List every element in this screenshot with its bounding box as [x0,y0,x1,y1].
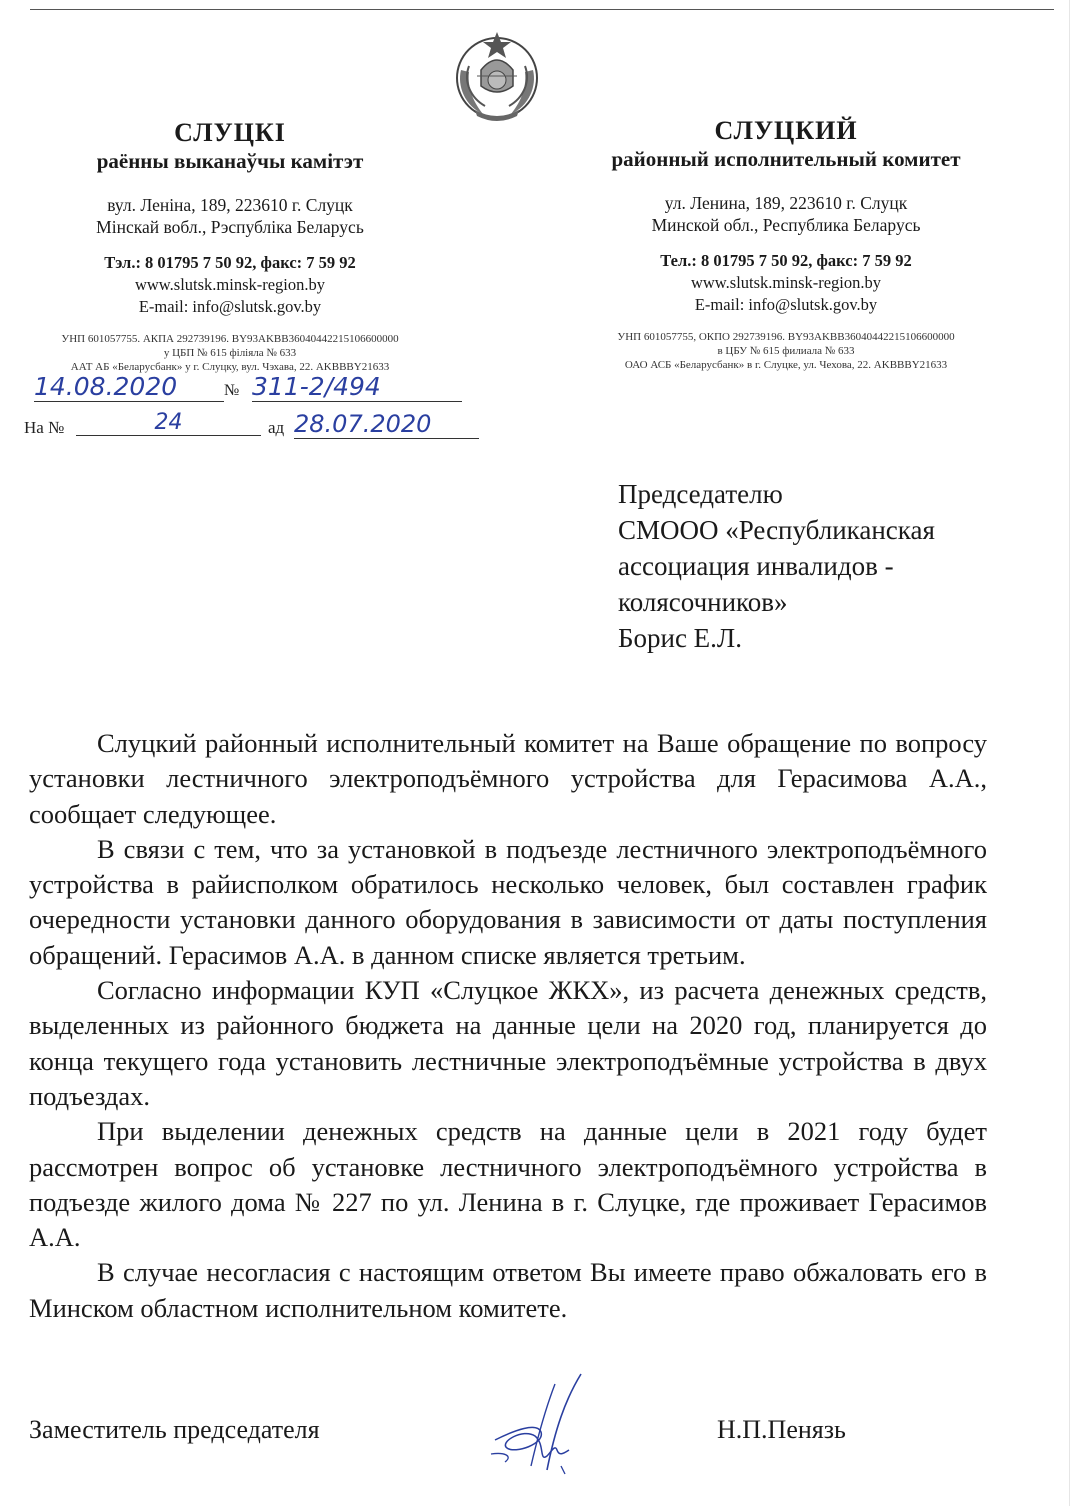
phone-fax: Тэл.: 8 01795 7 50 92, факс: 7 59 92 [104,253,356,272]
address-line: Минской обл., Республика Беларусь [651,215,921,235]
body-paragraph: Согласно информации КУП «Слуцкое ЖКХ», из расчета денежных средств, выделенных из районного бюджета на данные цели на 2020 год, планируется до конца текущего года установить лестничные электроподъёмные устройства в двух подъездах. [29,975,987,1111]
address-line: Мінскай вобл., Рэспубліка Беларусь [96,217,364,237]
reply-date: 28.07.2020 [294,410,479,439]
org-name-ru: СЛУЦКИЙ [714,116,858,145]
reply-number: 24 [76,410,261,436]
registration-line [24,370,474,404]
addressee-block [618,476,1018,656]
bank-line: у ЦБП № 615 філіяла № 633 [163,347,297,359]
bank-line: ОАО АСБ «Беларусбанк» в г. Слуцке, ул. Чехова, 22. AKBBBY21633 [624,359,948,371]
outgoing-number: 311-2/494 [252,372,462,402]
website: www.slutsk.minsk-region.by [134,275,326,294]
contacts-by [20,252,440,318]
website: www.slutsk.minsk-region.by [690,273,882,292]
bank-details-ru [566,330,1006,372]
body-paragraph: При выделении денежных средств на данные цели в 2021 году будет рассмотрен вопрос об установке лестничного электроподъёмного устройства в подъезде жилого дома № 227 по ул. Ленина в г. Слуцке, где проживает Герасимов А.А. [29,1116,987,1253]
bank-line: ААТ АБ «Беларусбанк» у г. Слуцку, вул. Чэхава, 22. AKBBBY21633 [70,361,390,373]
address-line: вул. Леніна, 189, 223610 г. Слуцк [107,195,353,215]
header-right [566,116,1006,372]
bank-line: в ЦБУ № 615 филиала № 633 [717,345,855,357]
addressee-line: Председателю [618,479,783,509]
signatory-title: Заместитель председателя [29,1415,320,1444]
phone-fax: Тел.: 8 01795 7 50 92, факс: 7 59 92 [660,251,912,270]
bank-line: УНП 601057755, ОКПО 292739196. BY93AKBB36040442215106600000 [617,331,955,343]
top-rule [30,9,1054,10]
body-paragraph: Слуцкий районный исполнительный комитет на Ваше обращение по вопросу установки лестничного электроподъёмного устройства для Герасимова А.А., сообщает следующее. [29,728,987,829]
reply-date-label: ад [268,418,285,437]
addressee-line: колясочников» [618,587,788,617]
addressee-line: СМООО «Республиканская [618,515,935,545]
reply-reference-line [24,410,494,444]
email: E-mail: info@slutsk.gov.by [138,297,322,316]
org-subtitle-ru: районный исполнительный комитет [611,147,961,171]
email: E-mail: info@slutsk.gov.by [694,295,878,314]
outgoing-date: 14.08.2020 [34,372,224,402]
signatory-name: Н.П.Пенязь [717,1415,846,1444]
address-line: ул. Ленина, 189, 223610 г. Слуцк [664,193,908,213]
contacts-ru [566,250,1006,316]
address-by [20,194,440,238]
reply-number-label: На № [24,418,65,437]
body-paragraph: В случае несогласия с настоящим ответом Вы имеете право обжаловать его в Минском областном исполнительном комитете. [29,1257,987,1323]
header-left [20,118,440,374]
bank-line: УНП 601057755. АКПА 292739196. BY93AKBB36040442215106600000 [61,333,399,345]
body-paragraph: В связи с тем, что за установкой в подъезде лестничного электроподъёмного устройства в райисполком обратилось несколько человек, был составлен график очередности установки данного оборудования в зависимости от даты поступления обращений. Герасимов А.А. в данном списке является третьим. [29,833,987,970]
page-edge [1069,0,1070,1506]
letter-body [29,726,987,1326]
addressee-line: Борис Е.Л. [618,623,742,653]
address-ru [566,192,1006,236]
org-subtitle-by: раённы выканаўчы камітэт [96,149,364,173]
org-name-by: СЛУЦКІ [174,118,286,147]
addressee-line: ассоциация инвалидов - [618,551,894,581]
number-label: № [224,382,240,399]
bank-details-by [20,332,440,374]
handwritten-signature-icon [485,1370,595,1485]
state-emblem-icon [447,26,547,126]
